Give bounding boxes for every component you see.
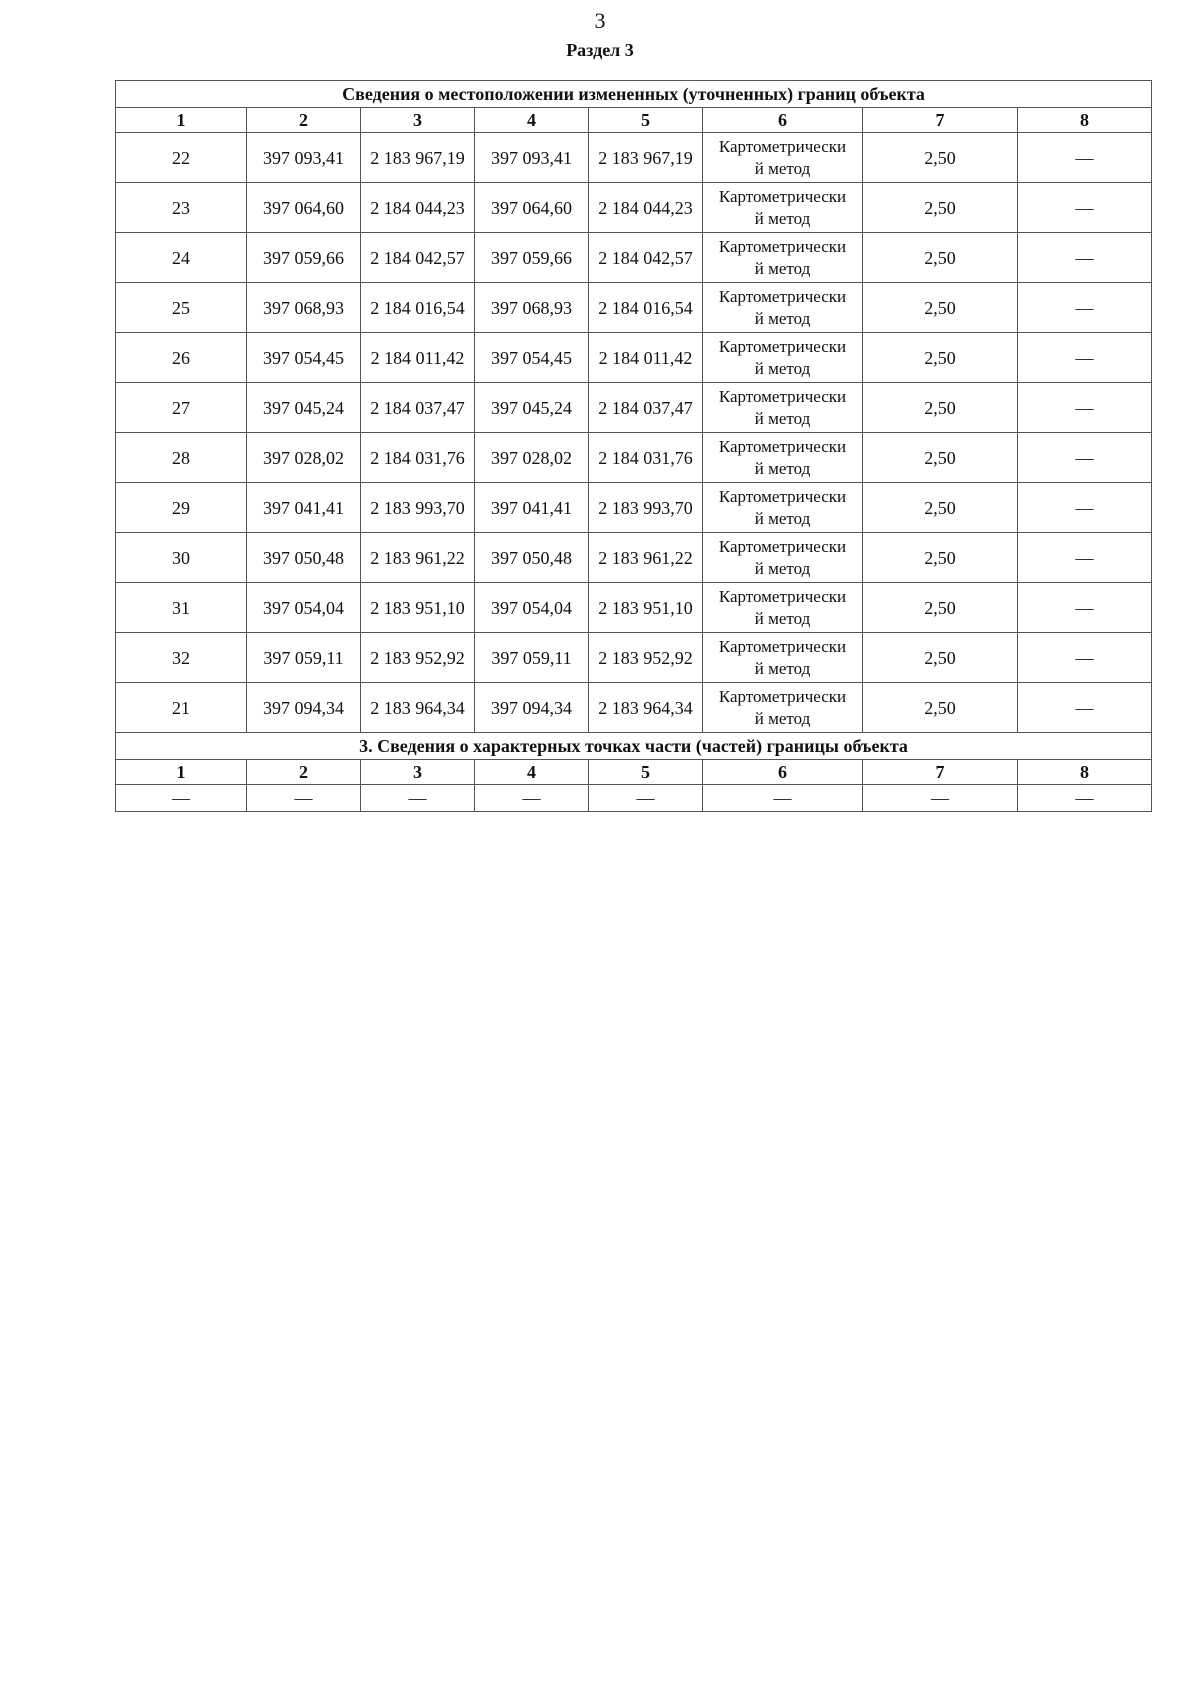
accuracy-cell: 2,50	[863, 283, 1018, 333]
column-header: 6	[703, 760, 863, 785]
x-old-cell: 397 064,60	[247, 183, 361, 233]
accuracy-cell: 2,50	[863, 683, 1018, 733]
description-cell: —	[1018, 233, 1152, 283]
x-new-cell: 397 093,41	[475, 133, 589, 183]
y-new-cell: 2 184 037,47	[589, 383, 703, 433]
y-old-cell: 2 183 951,10	[361, 583, 475, 633]
method-cell	[703, 533, 863, 583]
point-number-cell: 22	[116, 133, 247, 183]
method-cell	[703, 683, 863, 733]
column-header: 3	[361, 760, 475, 785]
method-line-1: Картометрически	[718, 236, 847, 256]
column-header: 5	[589, 760, 703, 785]
description-cell: —	[1018, 133, 1152, 183]
x-old-cell: 397 068,93	[247, 283, 361, 333]
description-cell: —	[1018, 333, 1152, 383]
x-new-cell: 397 064,60	[475, 183, 589, 233]
point-number-cell: 27	[116, 383, 247, 433]
method-line-1: Картометрически	[718, 536, 847, 556]
x-old-cell: 397 059,11	[247, 633, 361, 683]
accuracy-cell: 2,50	[863, 483, 1018, 533]
column-header: 6	[703, 108, 863, 133]
accuracy-cell: 2,50	[863, 583, 1018, 633]
y-old-cell: 2 183 964,34	[361, 683, 475, 733]
method-cell	[703, 133, 863, 183]
method-line-1: Картометрически	[718, 286, 847, 306]
table-row	[116, 433, 1152, 483]
point-number-cell: 24	[116, 233, 247, 283]
table-title: Сведения о местоположении измененных (уточненных) границ объекта	[116, 81, 1152, 108]
y-new-cell: 2 184 031,76	[589, 433, 703, 483]
method-line-2: й метод	[754, 208, 811, 228]
x-old-cell: 397 050,48	[247, 533, 361, 583]
column-header: 5	[589, 108, 703, 133]
method-line-1: Картометрически	[718, 686, 847, 706]
column-header: 3	[361, 108, 475, 133]
method-cell	[703, 333, 863, 383]
y-old-cell: 2 183 993,70	[361, 483, 475, 533]
x-new-cell: 397 054,45	[475, 333, 589, 383]
accuracy-cell: 2,50	[863, 133, 1018, 183]
column-header: 1	[116, 108, 247, 133]
y-new-cell: 2 183 961,22	[589, 533, 703, 583]
y-new-cell: 2 183 993,70	[589, 483, 703, 533]
table2-cell: —	[247, 785, 361, 812]
method-line-2: й метод	[754, 608, 811, 628]
method-cell	[703, 433, 863, 483]
column-header: 2	[247, 108, 361, 133]
x-old-cell: 397 059,66	[247, 233, 361, 283]
method-line-1: Картометрически	[718, 436, 847, 456]
description-cell: —	[1018, 533, 1152, 583]
page-number: 3	[594, 8, 606, 33]
x-new-cell: 397 050,48	[475, 533, 589, 583]
table-row	[116, 683, 1152, 733]
x-new-cell: 397 045,24	[475, 383, 589, 433]
column-header: 8	[1018, 760, 1152, 785]
y-old-cell: 2 184 044,23	[361, 183, 475, 233]
point-number-cell: 26	[116, 333, 247, 383]
method-line-1: Картометрически	[718, 386, 847, 406]
point-number-cell: 30	[116, 533, 247, 583]
table-row	[116, 583, 1152, 633]
table2-cell: —	[863, 785, 1018, 812]
section-title: Раздел 3	[566, 40, 634, 60]
y-old-cell: 2 184 031,76	[361, 433, 475, 483]
y-new-cell: 2 184 011,42	[589, 333, 703, 383]
table2-cell: —	[703, 785, 863, 812]
accuracy-cell: 2,50	[863, 533, 1018, 583]
table-row	[116, 133, 1152, 183]
table-row	[116, 483, 1152, 533]
x-old-cell: 397 045,24	[247, 383, 361, 433]
column-header: 7	[863, 108, 1018, 133]
y-old-cell: 2 183 961,22	[361, 533, 475, 583]
accuracy-cell: 2,50	[863, 183, 1018, 233]
y-old-cell: 2 183 967,19	[361, 133, 475, 183]
x-old-cell: 397 028,02	[247, 433, 361, 483]
table2-row	[116, 785, 1152, 812]
x-old-cell: 397 041,41	[247, 483, 361, 533]
y-new-cell: 2 184 044,23	[589, 183, 703, 233]
y-old-cell: 2 184 016,54	[361, 283, 475, 333]
method-line-1: Картометрически	[718, 336, 847, 356]
accuracy-cell: 2,50	[863, 383, 1018, 433]
point-number-cell: 25	[116, 283, 247, 333]
coordinates-table	[115, 80, 1152, 812]
point-number-cell: 21	[116, 683, 247, 733]
accuracy-cell: 2,50	[863, 233, 1018, 283]
x-new-cell: 397 059,66	[475, 233, 589, 283]
y-old-cell: 2 183 952,92	[361, 633, 475, 683]
column-header: 4	[475, 760, 589, 785]
method-line-2: й метод	[754, 508, 811, 528]
method-line-2: й метод	[754, 358, 811, 378]
x-old-cell: 397 054,45	[247, 333, 361, 383]
point-number-cell: 31	[116, 583, 247, 633]
method-line-2: й метод	[754, 708, 811, 728]
accuracy-cell: 2,50	[863, 433, 1018, 483]
x-new-cell: 397 059,11	[475, 633, 589, 683]
y-new-cell: 2 183 951,10	[589, 583, 703, 633]
x-new-cell: 397 094,34	[475, 683, 589, 733]
method-line-1: Картометрически	[718, 486, 847, 506]
point-number-cell: 29	[116, 483, 247, 533]
description-cell: —	[1018, 283, 1152, 333]
method-cell	[703, 283, 863, 333]
table2-column-header-row	[116, 760, 1152, 785]
description-cell: —	[1018, 683, 1152, 733]
method-line-2: й метод	[754, 458, 811, 478]
table2-cell: —	[475, 785, 589, 812]
table-row	[116, 183, 1152, 233]
y-old-cell: 2 184 011,42	[361, 333, 475, 383]
y-old-cell: 2 184 042,57	[361, 233, 475, 283]
column-header: 2	[247, 760, 361, 785]
table-row	[116, 233, 1152, 283]
x-new-cell: 397 028,02	[475, 433, 589, 483]
x-old-cell: 397 093,41	[247, 133, 361, 183]
method-line-2: й метод	[754, 558, 811, 578]
y-new-cell: 2 183 952,92	[589, 633, 703, 683]
y-new-cell: 2 183 964,34	[589, 683, 703, 733]
method-line-2: й метод	[754, 158, 811, 178]
accuracy-cell: 2,50	[863, 633, 1018, 683]
column-header-row	[116, 108, 1152, 133]
description-cell: —	[1018, 183, 1152, 233]
table-row	[116, 533, 1152, 583]
method-cell	[703, 183, 863, 233]
description-cell: —	[1018, 383, 1152, 433]
accuracy-cell: 2,50	[863, 333, 1018, 383]
method-cell	[703, 583, 863, 633]
method-cell	[703, 483, 863, 533]
description-cell: —	[1018, 433, 1152, 483]
description-cell: —	[1018, 633, 1152, 683]
method-cell	[703, 633, 863, 683]
method-cell	[703, 383, 863, 433]
y-new-cell: 2 184 042,57	[589, 233, 703, 283]
y-old-cell: 2 184 037,47	[361, 383, 475, 433]
table2-cell: —	[589, 785, 703, 812]
column-header: 7	[863, 760, 1018, 785]
column-header: 4	[475, 108, 589, 133]
point-number-cell: 28	[116, 433, 247, 483]
x-old-cell: 397 054,04	[247, 583, 361, 633]
x-old-cell: 397 094,34	[247, 683, 361, 733]
x-new-cell: 397 054,04	[475, 583, 589, 633]
description-cell: —	[1018, 583, 1152, 633]
y-new-cell: 2 183 967,19	[589, 133, 703, 183]
method-cell	[703, 233, 863, 283]
method-line-1: Картометрически	[718, 136, 847, 156]
table-row	[116, 383, 1152, 433]
method-line-2: й метод	[754, 408, 811, 428]
table-row	[116, 283, 1152, 333]
table2-cell: —	[1018, 785, 1152, 812]
method-line-1: Картометрически	[718, 636, 847, 656]
method-line-2: й метод	[754, 658, 811, 678]
x-new-cell: 397 041,41	[475, 483, 589, 533]
table-row	[116, 633, 1152, 683]
y-new-cell: 2 184 016,54	[589, 283, 703, 333]
table2-cell: —	[116, 785, 247, 812]
point-number-cell: 32	[116, 633, 247, 683]
column-header: 8	[1018, 108, 1152, 133]
table-title-row	[116, 81, 1152, 108]
method-line-2: й метод	[754, 258, 811, 278]
method-line-1: Картометрически	[718, 186, 847, 206]
column-header: 1	[116, 760, 247, 785]
method-line-1: Картометрически	[718, 586, 847, 606]
x-new-cell: 397 068,93	[475, 283, 589, 333]
table-row	[116, 333, 1152, 383]
table2-title-row	[116, 733, 1152, 760]
method-line-2: й метод	[754, 308, 811, 328]
point-number-cell: 23	[116, 183, 247, 233]
description-cell: —	[1018, 483, 1152, 533]
table2-title: 3. Сведения о характерных точках части (частей) границы объекта	[116, 733, 1152, 760]
table2-cell: —	[361, 785, 475, 812]
